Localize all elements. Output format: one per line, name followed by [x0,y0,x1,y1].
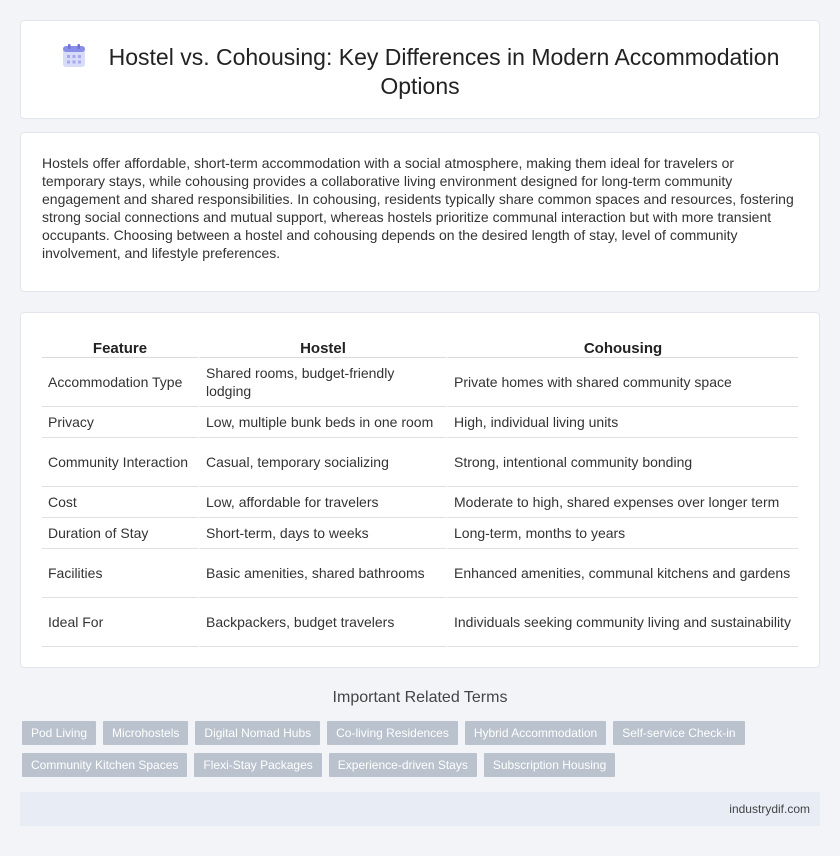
cohousing-cell: Long-term, months to years [446,518,798,549]
tag-experience-driven-stays[interactable]: Experience-driven Stays [329,753,477,777]
tag-digital-nomad-hubs[interactable]: Digital Nomad Hubs [195,721,320,745]
tag-flexi-stay-packages[interactable]: Flexi-Stay Packages [194,753,321,777]
hostel-cell: Backpackers, budget travelers [198,598,446,647]
hostel-cell: Low, multiple bunk beds in one room [198,407,446,438]
hostel-cell: Low, affordable for travelers [198,487,446,518]
feature-cell: Facilities [42,549,198,598]
tag-subscription-housing[interactable]: Subscription Housing [484,753,615,777]
tag-row [22,753,822,777]
tag-microhostels[interactable]: Microhostels [103,721,188,745]
table-row [42,438,798,487]
tag-co-living-residences[interactable]: Co-living Residences [327,721,458,745]
header-hostel: Hostel [198,333,446,358]
footer-site[interactable]: industrydif.com [729,802,810,816]
tag-hybrid-accommodation[interactable]: Hybrid Accommodation [465,721,606,745]
cohousing-cell: Private homes with shared community space [446,358,798,407]
intro-paragraph: Hostels offer affordable, short-term accommodation with a social atmosphere, making them ideal for travelers or temporary stays, while cohousing provides a collaborative living environment designed for long-term community engagement and shared responsibilities. In cohousing, residents typically share common spaces and resources, fostering strong social connections and mutual support, whereas hostels prioritize communal interaction but with more transient occupants. Choosing between a hostel and cohousing depends on the desired length of stay, level of community involvement, and lifestyle preferences. [42,155,794,261]
comparison-card [20,312,820,668]
header-feature: Feature [42,333,198,358]
header-cohousing: Cohousing [446,333,798,358]
feature-cell: Cost [42,487,198,518]
feature-cell: Accommodation Type [42,358,198,407]
hostel-cell: Casual, temporary socializing [198,438,446,487]
related-terms-title: Important Related Terms [332,689,508,706]
cohousing-cell: Individuals seeking community living and sustainability [446,598,798,647]
title-card [20,20,820,119]
page-title-wrap [21,43,819,101]
cohousing-cell: Strong, intentional community bonding [446,438,798,487]
table-row [42,598,798,647]
cohousing-cell: Enhanced amenities, communal kitchens and gardens [446,549,798,598]
tag-pod-living[interactable]: Pod Living [22,721,96,745]
table-row [42,358,798,407]
feature-cell: Community Interaction [42,438,198,487]
feature-cell: Duration of Stay [42,518,198,549]
hostel-cell: Shared rooms, budget-friendly lodging [198,358,446,407]
tag-self-service-check-in[interactable]: Self-service Check-in [613,721,744,745]
calendar-icon [61,43,87,69]
table-header-row [42,333,798,358]
tag-row [22,721,822,745]
feature-cell: Ideal For [42,598,198,647]
feature-cell: Privacy [42,407,198,438]
table-row [42,407,798,438]
page-title: Hostel vs. Cohousing: Key Differences in Modern Accommodation Options [108,44,780,99]
table-row [42,518,798,549]
footer [20,792,820,826]
cohousing-cell: Moderate to high, shared expenses over longer term [446,487,798,518]
tag-community-kitchen-spaces[interactable]: Community Kitchen Spaces [22,753,187,777]
table-row [42,549,798,598]
table-row [42,487,798,518]
cohousing-cell: High, individual living units [446,407,798,438]
related-terms [22,721,822,785]
comparison-table [42,333,798,647]
hostel-cell: Short-term, days to weeks [198,518,446,549]
hostel-cell: Basic amenities, shared bathrooms [198,549,446,598]
intro-card [20,132,820,292]
